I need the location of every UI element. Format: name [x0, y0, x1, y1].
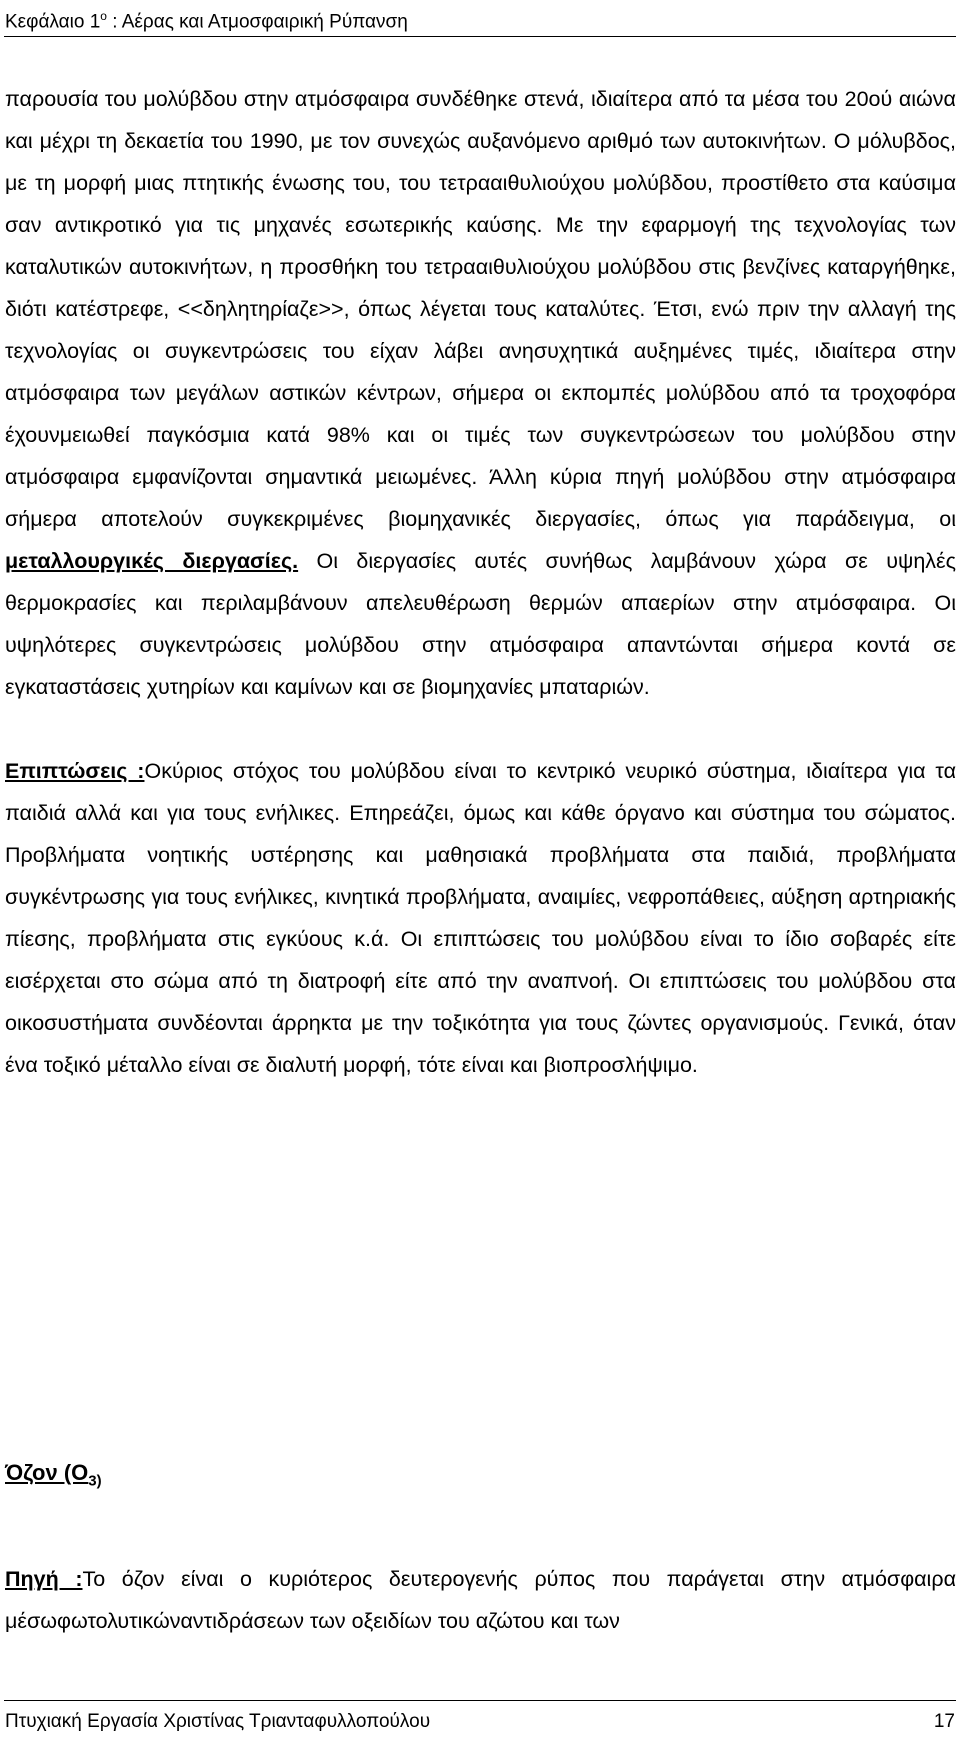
page-header [5, 4, 408, 34]
chapter-subtitle: : Αέρας και Ατμοσφαιρική Ρύπανση [106, 11, 408, 33]
source-paragraph [5, 1558, 956, 1642]
header-rule [4, 36, 956, 37]
chapter-title: Κεφάλαιο 1 [5, 11, 101, 33]
paragraph-lead-text-a: παρουσία του μολύβδου στην ατμόσφαιρα συνδέθηκε στενά, ιδιαίτερα από τα μέσα του 20ού αιώνα και μέχρι τη δεκαετία του 1990, με τον συνεχώς αυξανόμενο αριθμό των αυτοκινήτων. Ο μόλυβδος, με τη μορφή μιας πτητικής ένωσης του, του τετρααιθυλιούχου μολύβδου, προστίθετο στα καύσιμα σαν αντικροτικό για τις μηχανές εσωτερικής καύσης. Με την εφαρμογή της τεχνολογίας των καταλυτικών αυτοκινήτων, η προσθήκη του τετρααιθυλιούχου μολύβδου στις βενζίνες καταργήθηκε, διότι κατέστρεφε, <<δηλητηρίαζε>>, όπως λέγεται τους καταλύτες. Έτσι, ενώ πριν την αλλαγή της τεχνολογίας οι συγκεντρώσεις του είχαν λάβει ανησυχητικά αυξημένες τιμές, ιδιαίτερα στην ατμόσφαιρα των μεγάλων αστικών κέντρων, σήμερα οι εκπομπές μολύβδου από τα τροχοφόρα έχουνμειωθεί παγκόσμια κατά 98% και οι τιμές των συγκεντρώσεων του μολύβδου στην ατμόσφαιρα εμφανίζονται σημαντικά μειωμένες. Άλλη κύρια πηγή μολύβδου στην ατμόσφαιρα σήμερα αποτελούν συγκεκριμένες βιομηχανικές διεργασίες, όπως για παράδειγμα, οι [5, 87, 956, 531]
page-number: 17 [933, 1711, 955, 1732]
footer-author: Πτυχιακή Εργασία Χριστίνας Τριανταφυλλοπούλου [5, 1711, 431, 1732]
paragraph-lead [5, 78, 956, 1086]
source-text: Το όζον είναι ο κυριότερος δευτερογενής ρύπος που παράγεται στην ατμόσφαιρα μέσωφωτολυτικώναντιδράσεων των οξειδίων του αζώτου και των [5, 1567, 956, 1633]
footer-rule [4, 1700, 956, 1701]
paragraph-lead-text-b: Οι διεργασίες αυτές συνήθως λαμβάνουν χώρα σε υψηλές θερμοκρασίες και περιλαμβάνουν απελευθέρωση θερμών απαερίων στην ατμόσφαιρα. Οι υψηλότερες συγκεντρώσεις μολύβδου στην ατμόσφαιρα απαντώνται σήμερα κοντά σε εγκαταστάσεις χυτηρίων και καμίνων και σε βιομηχανίες μπαταριών. [5, 549, 956, 699]
metallurgical-processes-term: μεταλλουργικές διεργασίες. [5, 549, 299, 573]
ozone-heading-sub: 3) [88, 1472, 102, 1490]
ozone-heading [5, 1453, 102, 1501]
effects-label: Επιπτώσεις : [5, 759, 145, 783]
ozone-heading-main: Όζον (Ο [5, 1460, 89, 1485]
effects-text: Οκύριος στόχος του μολύβδου είναι το κεντρικό νευρικό σύστημα, ιδιαίτερα για τα παιδιά αλλά και για τους ενήλικες. Επηρεάζει, όμως και κάθε όργανο και σύστημα του σώματος. Προβλήματα νοητικής υστέρησης και μαθησιακά προβλήματα στα παιδιά, προβλήματα συγκέντρωσης για τους ενήλικες, κινητικά προβλήματα, αναιμίες, νεφροπάθειες, αύξηση αρτηριακής πίεσης, προβλήματα στις εγκύους κ.ά. Οι επιπτώσεις του μολύβδου είναι το ίδιο σοβαρές είτε εισέρχεται στο σώμα από τη διατροφή είτε από την αναπνοή. Οι επιπτώσεις του μολύβδου στα οικοσυστήματα συνδέονται άρρηκτα με την τοξικότητα για τους ζώντες οργανισμούς. Γενικά, όταν ένα τοξικό μέταλλο είναι σε διαλυτή μορφή, τότε είναι και βιοπροσλήψιμο. [5, 759, 956, 1077]
source-label: Πηγή : [5, 1567, 83, 1591]
chapter-ordinal: ο [100, 9, 107, 23]
